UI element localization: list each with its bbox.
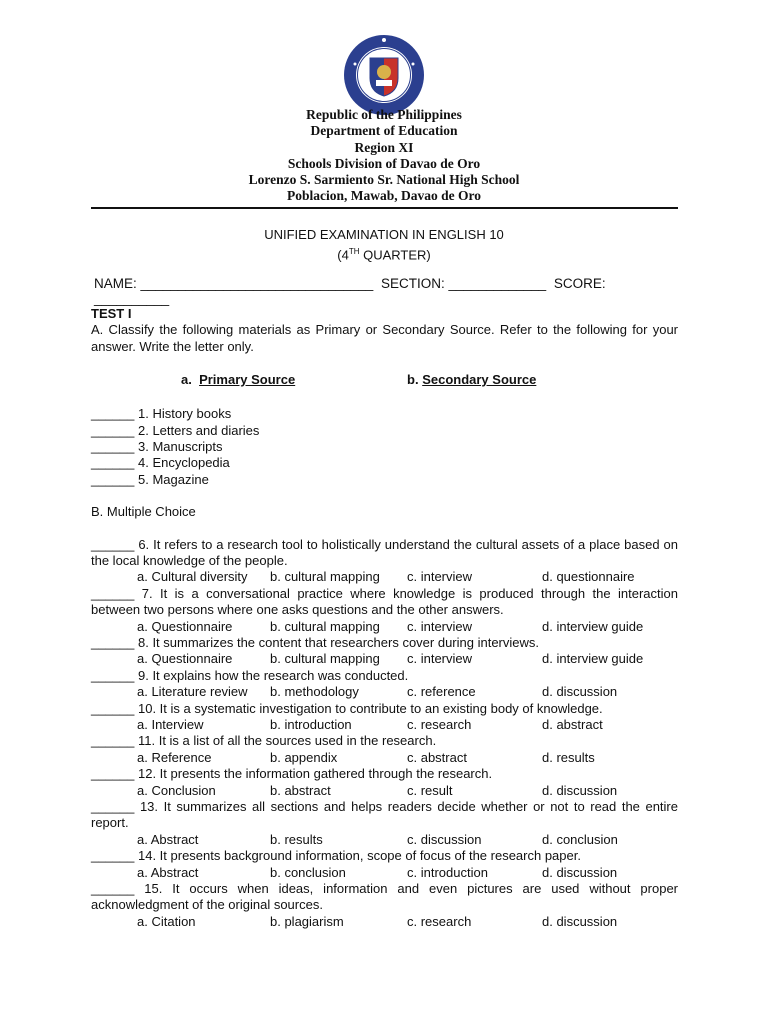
option-d[interactable]: d. results <box>542 749 595 765</box>
question-item[interactable]: ______ 10. It is a systematic investigation to contribute to an existing body of knowledge. <box>91 700 603 716</box>
list-item[interactable]: ______ 4. Encyclopedia <box>91 455 230 471</box>
option-b[interactable]: b. abstract <box>270 782 331 798</box>
option-c[interactable]: c. research <box>407 913 472 929</box>
list-item[interactable]: ______ 1. History books <box>91 406 232 422</box>
option-d[interactable]: d. conclusion <box>542 831 618 847</box>
question-options <box>91 832 678 848</box>
question-item[interactable]: ______ 7. It is a conversational practice where knowledge is produced through the interaction between two persons where one asks questions and the other answers. <box>91 585 678 618</box>
option-c[interactable]: c. interview <box>407 618 473 634</box>
option-d[interactable]: d. interview guide <box>542 618 644 634</box>
header-line: Region XI <box>354 139 414 155</box>
header-line: Republic of the Philippines <box>306 107 462 122</box>
source-a-label: Primary Source <box>199 372 296 388</box>
option-c[interactable]: c. result <box>407 782 453 798</box>
option-a[interactable]: a. Interview <box>137 717 204 733</box>
option-d[interactable]: d. questionnaire <box>542 569 635 585</box>
header-line: Lorenzo S. Sarmiento Sr. National High School <box>248 172 520 188</box>
header-line: Poblacion, Mawab, Davao de Oro <box>286 188 481 204</box>
source-a <box>181 372 295 388</box>
option-b[interactable]: b. introduction <box>270 717 352 733</box>
quarter-open: (4 <box>337 246 349 262</box>
option-b[interactable]: b. results <box>270 831 323 847</box>
list-item[interactable]: ______ 3. Manuscripts <box>91 439 223 455</box>
question-options <box>91 619 678 635</box>
option-b[interactable]: b. cultural mapping <box>270 651 380 667</box>
list-item[interactable]: ______ 5. Magazine <box>91 471 209 487</box>
multiple-choice-list <box>91 537 678 931</box>
school-header <box>0 107 768 205</box>
option-a[interactable]: a. Questionnaire <box>137 618 233 634</box>
question-options <box>91 651 678 667</box>
option-d[interactable]: d. abstract <box>542 717 603 733</box>
question-item[interactable]: ______ 12. It presents the information gathered through the research. <box>91 766 493 782</box>
option-a[interactable]: a. Conclusion <box>137 782 216 798</box>
question-item[interactable]: ______ 13. It summarizes all sections and helps readers decide whether or not to read the entire report. <box>91 799 678 831</box>
question-options <box>91 717 678 733</box>
question-options <box>91 750 678 766</box>
option-a[interactable]: a. Reference <box>137 749 212 765</box>
score-field[interactable]: SCORE: __________ <box>94 276 606 306</box>
option-c[interactable]: c. reference <box>407 684 476 700</box>
header-line: Schools Division of Davao de Oro <box>287 155 481 171</box>
question-options <box>91 865 678 881</box>
option-b[interactable]: b. methodology <box>270 684 359 700</box>
section-field[interactable]: SECTION: _____________ <box>381 276 547 291</box>
quarter-close: QUARTER) <box>359 246 431 262</box>
option-d[interactable]: d. discussion <box>542 864 618 880</box>
source-b-letter: b. <box>407 372 419 388</box>
question-options <box>91 914 678 930</box>
option-a[interactable]: a. Citation <box>137 913 196 929</box>
option-d[interactable]: d. discussion <box>542 913 618 929</box>
option-a[interactable]: a. Literature review <box>137 684 248 700</box>
exam-title <box>0 227 768 263</box>
question-item[interactable]: ______ 14. It presents background information, scope of focus of the research paper. <box>91 848 581 864</box>
name-field[interactable]: NAME: _______________________________ <box>94 276 374 291</box>
option-a[interactable]: a. Questionnaire <box>137 651 233 667</box>
instruction-b: B. Multiple Choice <box>91 504 196 520</box>
header-line: Department of Education <box>310 123 458 139</box>
instruction-a: A. Classify the following materials as Primary or Secondary Source. Refer to the following for your answer. Write the letter only. <box>91 322 678 354</box>
header-divider <box>91 207 678 209</box>
test-title: TEST I <box>91 306 132 321</box>
question-item[interactable]: ______ 8. It summarizes the content that researchers cover during interviews. <box>91 635 539 651</box>
option-d[interactable]: d. discussion <box>542 782 618 798</box>
quarter-sup: TH <box>348 246 360 256</box>
option-a[interactable]: a. Cultural diversity <box>137 569 248 585</box>
option-c[interactable]: c. abstract <box>407 749 467 765</box>
question-item[interactable]: ______ 9. It explains how the research was conducted. <box>91 667 409 683</box>
option-b[interactable]: b. cultural mapping <box>270 569 380 585</box>
option-c[interactable]: c. interview <box>407 569 473 585</box>
option-a[interactable]: a. Abstract <box>137 831 199 847</box>
option-d[interactable]: d. interview guide <box>542 651 644 667</box>
source-a-letter: a. <box>181 372 192 388</box>
question-options <box>91 783 678 799</box>
option-b[interactable]: b. appendix <box>270 749 338 765</box>
option-b[interactable]: b. cultural mapping <box>270 618 380 634</box>
option-a[interactable]: a. Abstract <box>137 864 199 880</box>
option-c[interactable]: c. interview <box>407 651 473 667</box>
source-legend <box>91 362 678 406</box>
option-c[interactable]: c. research <box>407 717 472 733</box>
classification-items <box>91 406 678 488</box>
student-info-line <box>94 276 678 306</box>
source-b <box>407 372 536 388</box>
option-c[interactable]: c. discussion <box>407 831 482 847</box>
question-options <box>91 684 678 700</box>
exam-title-text: UNIFIED EXAMINATION IN ENGLISH 10 <box>264 227 504 242</box>
option-b[interactable]: b. conclusion <box>270 864 346 880</box>
option-d[interactable]: d. discussion <box>542 684 618 700</box>
question-options <box>91 569 678 585</box>
option-c[interactable]: c. introduction <box>407 864 488 880</box>
question-item[interactable]: ______ 11. It is a list of all the sources used in the research. <box>91 733 437 749</box>
exam-body <box>91 306 678 930</box>
question-item[interactable]: ______ 15. It occurs when ideas, information and even pictures are used without proper acknowledgment of the original sources. <box>91 881 678 913</box>
exam-quarter <box>0 244 768 264</box>
deped-seal-logo <box>343 34 425 116</box>
list-item[interactable]: ______ 2. Letters and diaries <box>91 422 260 438</box>
question-item[interactable]: ______ 6. It refers to a research tool to holistically understand the cultural assets of a place based on the local knowledge of the people. <box>91 536 678 569</box>
option-b[interactable]: b. plagiarism <box>270 913 344 929</box>
source-b-label: Secondary Source <box>422 372 537 388</box>
